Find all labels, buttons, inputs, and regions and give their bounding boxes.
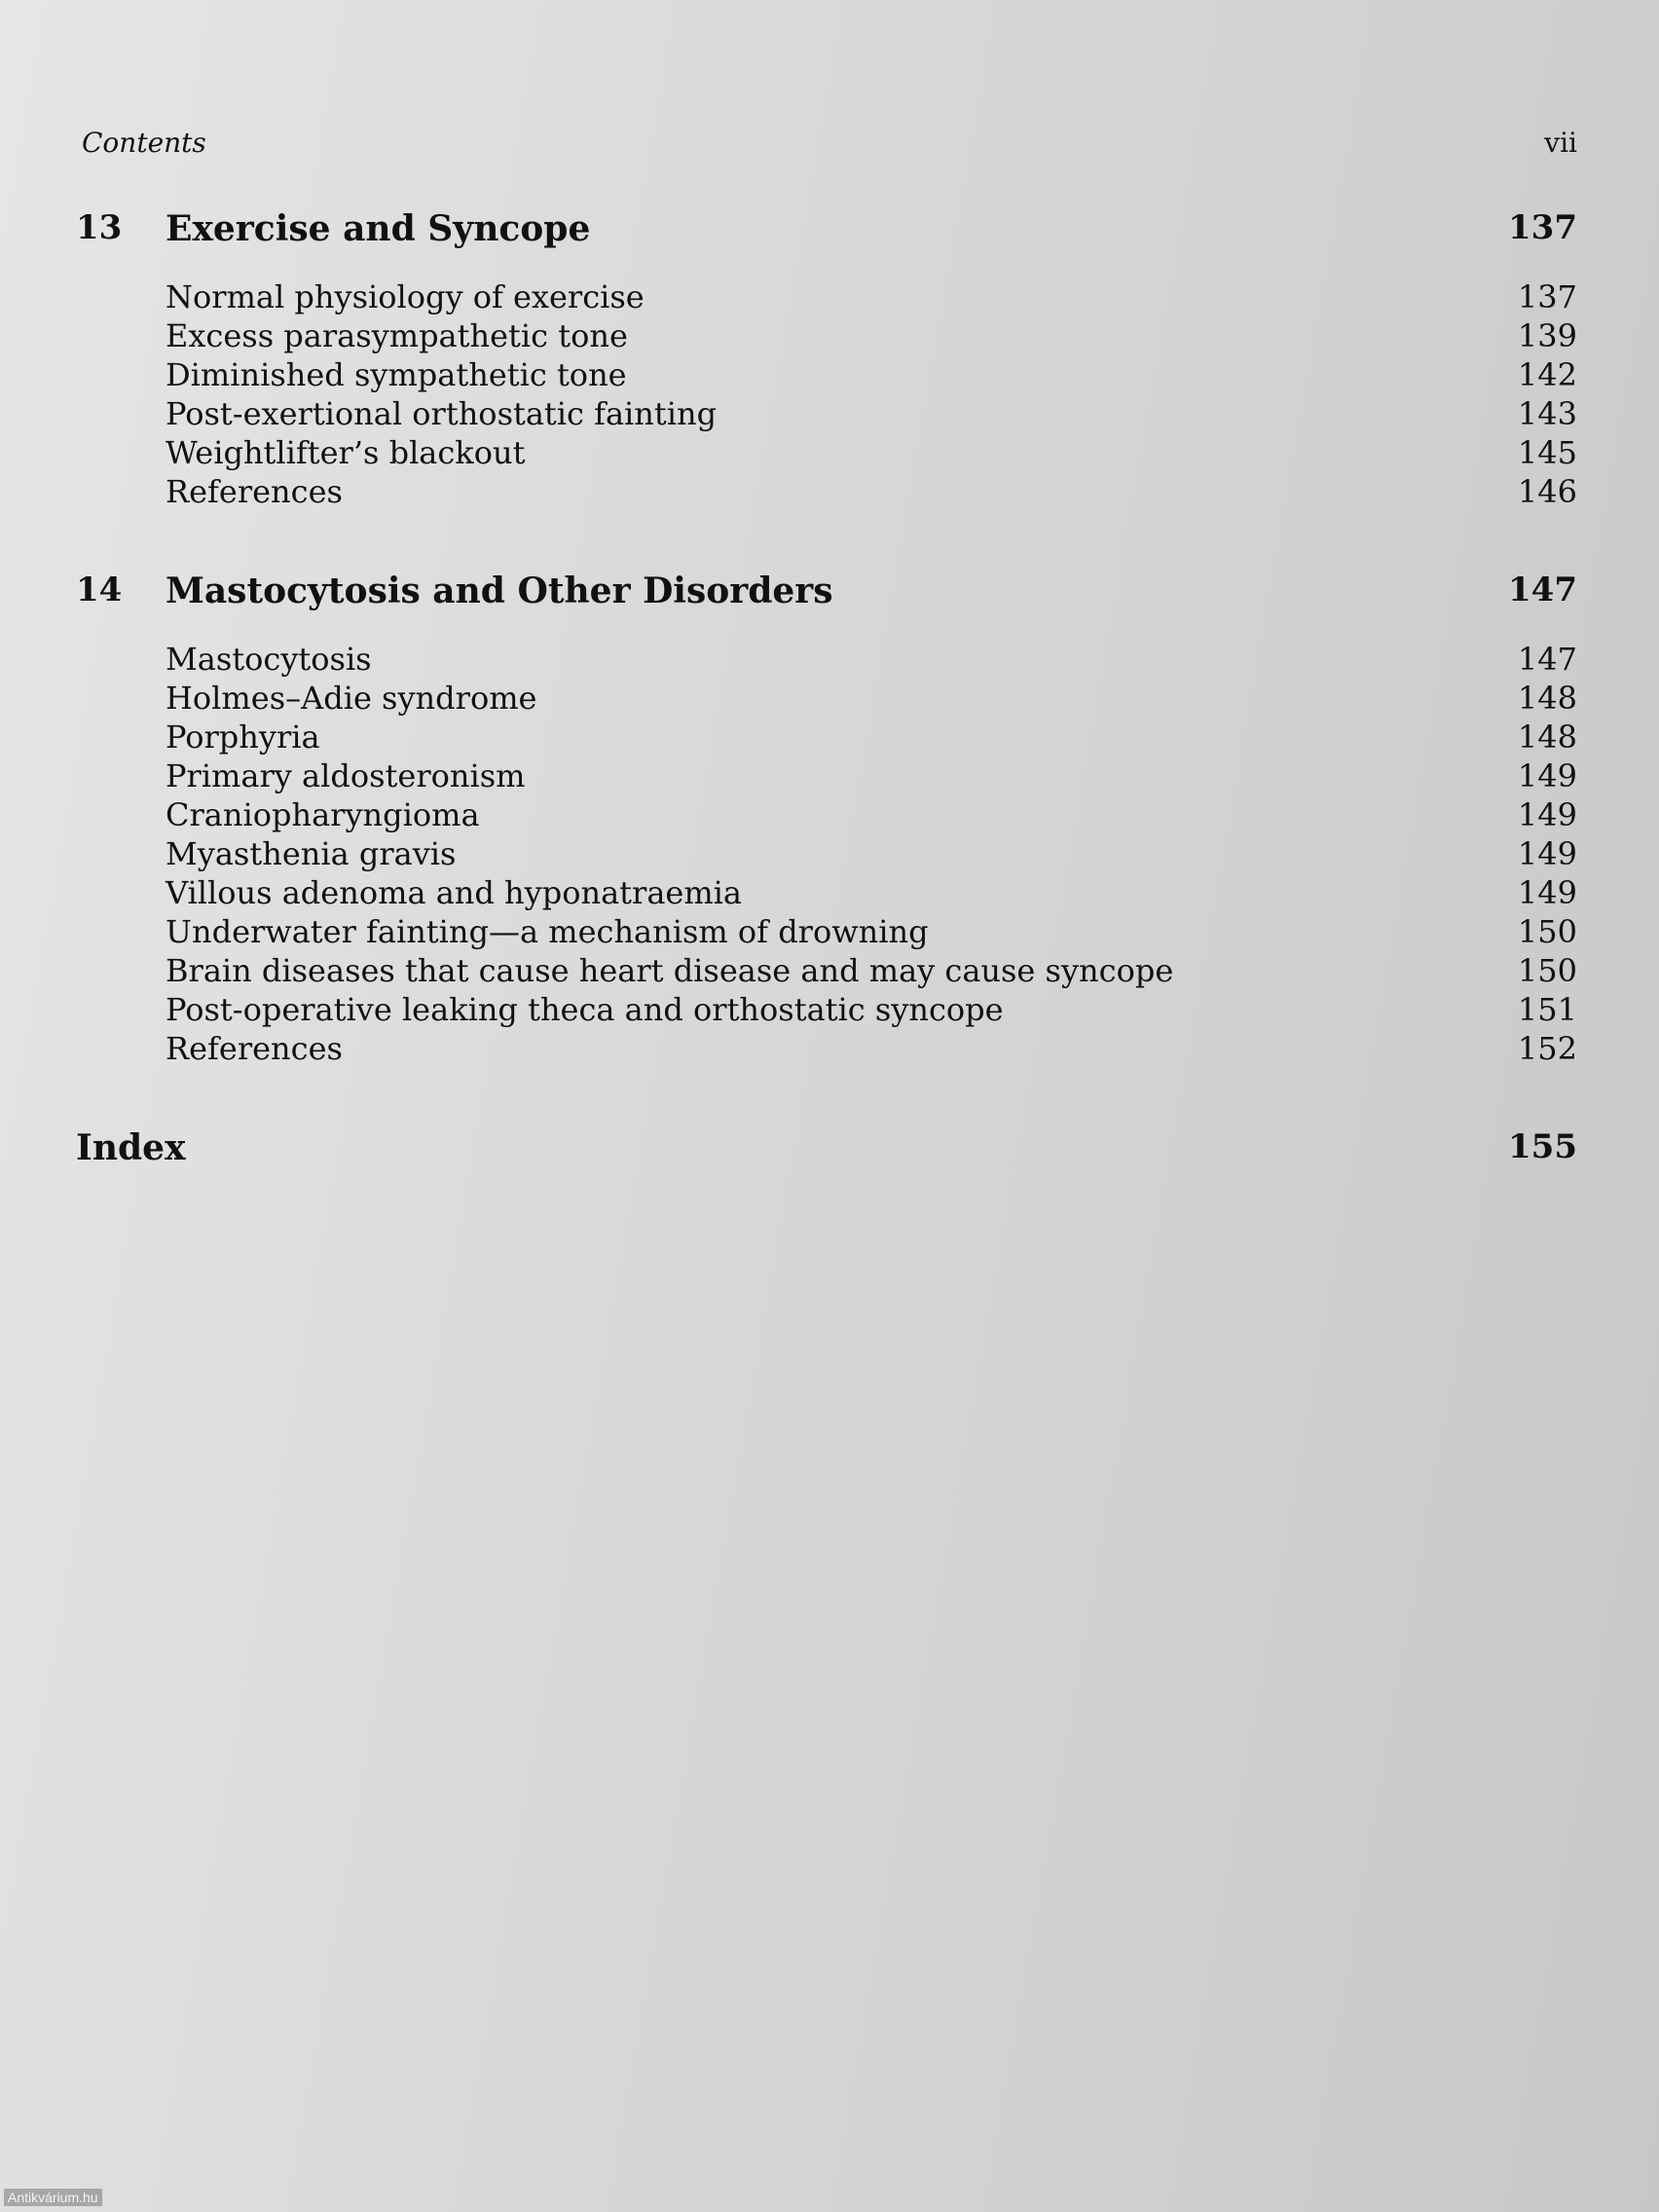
chapter-number: 14: [76, 571, 123, 609]
toc-entry: [76, 796, 1577, 835]
entry-page: 147: [1517, 641, 1577, 678]
toc-entry: [76, 395, 1577, 434]
toc-entry: [76, 317, 1577, 356]
entry-page: 149: [1517, 757, 1577, 794]
toc-entry: [76, 356, 1577, 395]
toc-entry: [76, 757, 1577, 796]
entry-page: 139: [1517, 317, 1577, 354]
chapter-title: Mastocytosis and Other Disorders: [166, 571, 833, 611]
running-head-title: Contents: [82, 127, 206, 159]
entry-title: Primary aldosteronism: [166, 757, 526, 794]
entry-title: Diminished sympathetic tone: [166, 356, 627, 393]
chapter-heading: [76, 208, 1577, 267]
entry-page: 149: [1517, 874, 1577, 911]
entry-page: 142: [1517, 356, 1577, 393]
toc-entry: [76, 473, 1577, 512]
entry-title: Mastocytosis: [166, 641, 372, 678]
entry-title: Normal physiology of exercise: [166, 278, 645, 315]
entry-page: 150: [1517, 913, 1577, 950]
entry-title: Post-operative leaking theca and orthostatic syncope: [166, 991, 1004, 1028]
toc-entry: [76, 874, 1577, 913]
entry-page: 145: [1517, 434, 1577, 471]
entry-page: 149: [1517, 835, 1577, 872]
entry-title: Underwater fainting—a mechanism of drowning: [166, 913, 929, 950]
entry-title: Weightlifter’s blackout: [166, 434, 526, 471]
entry-page: 148: [1517, 680, 1577, 717]
chapter-13: [76, 208, 1577, 512]
entry-title: Myasthenia gravis: [166, 835, 457, 872]
entry-page: 149: [1517, 796, 1577, 833]
chapter-heading: [76, 571, 1577, 629]
toc-entry: [76, 641, 1577, 680]
index-entry: [76, 1127, 1577, 1176]
running-head: [82, 127, 1577, 166]
chapter-entries: [76, 278, 1577, 512]
toc-entry: [76, 680, 1577, 719]
index-label: Index: [76, 1127, 186, 1168]
entry-page: 143: [1517, 395, 1577, 432]
chapter-entries: [76, 641, 1577, 1069]
toc-entry: [76, 434, 1577, 473]
chapter-number: 13: [76, 208, 123, 247]
entry-page: 150: [1517, 952, 1577, 989]
chapter-title: Exercise and Syncope: [166, 208, 591, 249]
entry-page: 152: [1517, 1030, 1577, 1067]
entry-page: 151: [1517, 991, 1577, 1028]
entry-title: Porphyria: [166, 719, 320, 756]
toc-entry: [76, 913, 1577, 952]
entry-title: Holmes–Adie syndrome: [166, 680, 537, 717]
toc-entry: [76, 991, 1577, 1030]
index-page: 155: [1508, 1127, 1577, 1166]
toc-entry: [76, 1030, 1577, 1069]
watermark: Antikvárium.hu: [4, 2189, 102, 2206]
toc-entry: [76, 719, 1577, 757]
entry-title: Excess parasympathetic tone: [166, 317, 628, 354]
entry-title: Craniopharyngioma: [166, 796, 480, 833]
entry-title: References: [166, 1030, 343, 1067]
entry-page: 137: [1517, 278, 1577, 315]
entry-title: Brain diseases that cause heart disease and may cause syncope: [166, 952, 1174, 989]
entry-page: 148: [1517, 719, 1577, 756]
toc-entry: [76, 952, 1577, 991]
toc-entry: [76, 278, 1577, 317]
toc-entry: [76, 835, 1577, 874]
chapter-page: 137: [1508, 208, 1577, 247]
entry-title: Post-exertional orthostatic fainting: [166, 395, 718, 432]
entry-page: 146: [1517, 473, 1577, 510]
page-number: vii: [1544, 127, 1577, 159]
entry-title: References: [166, 473, 343, 510]
chapter-14: [76, 571, 1577, 1069]
chapter-page: 147: [1508, 571, 1577, 609]
entry-title: Villous adenoma and hyponatraemia: [166, 874, 742, 911]
